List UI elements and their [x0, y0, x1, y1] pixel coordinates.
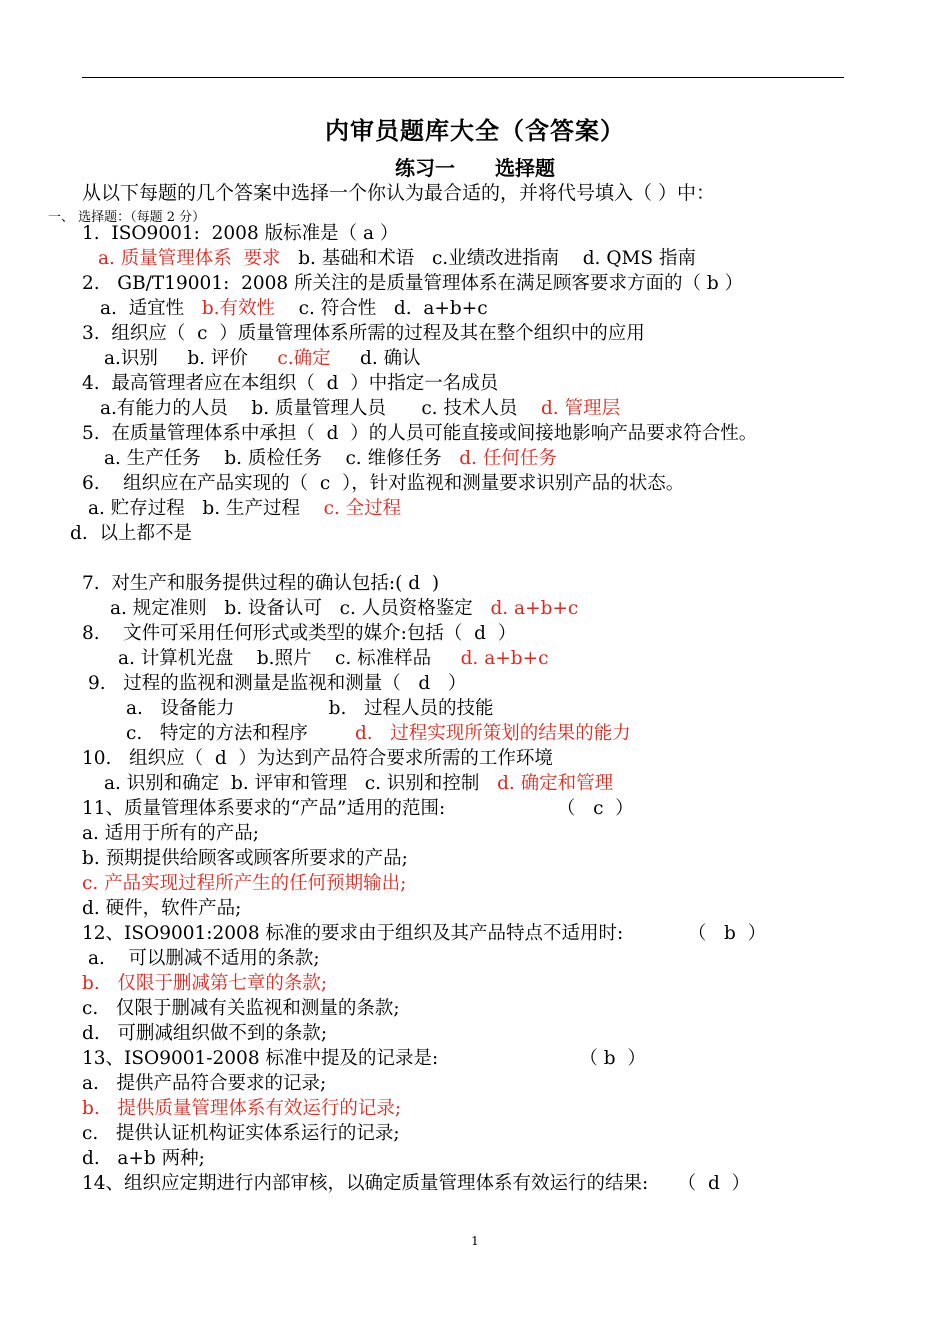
text-line [82, 747, 553, 771]
line-text: b. 预期提供给顾客或顾客所要求的产品; [82, 848, 408, 869]
text-line [110, 597, 578, 621]
text-line [98, 247, 696, 271]
text-line [82, 572, 439, 596]
answer-text: a. 质量管理体系 要求 [98, 248, 281, 269]
line-text: d. 确认 [330, 348, 421, 369]
text-line [70, 522, 192, 546]
answer-text: d. a+b+c [460, 648, 549, 669]
text-line [82, 847, 408, 871]
line-text: a. 计算机光盘 b.照片 c. 标准样品 [118, 648, 461, 669]
answer-text: c. 产品实现过程所产生的任何预期输出; [82, 873, 407, 894]
line-text: a. 可以删减不适用的条款; [88, 948, 320, 969]
text-line [88, 672, 466, 696]
subtitle-part-a: 练习一 [395, 156, 455, 180]
line-text: 14、组织应定期进行内部审核，以确定质量管理体系有效运行的结果: （ d ） [82, 1173, 751, 1194]
text-line [82, 1122, 400, 1146]
answer-text: b.有效性 [201, 298, 276, 319]
line-text: 13、ISO9001-2008 标准中提及的记录是: （ b ） [82, 1048, 646, 1069]
line-text: a. 设备能力 b. 过程人员的技能 [126, 698, 494, 719]
text-line [82, 472, 684, 496]
text-line [82, 622, 516, 646]
answer-text: b. 仅限于删减第七章的条款; [82, 973, 328, 994]
text-line [82, 322, 645, 346]
line-text: a.有能力的人员 b. 质量管理人员 c. 技术人员 [100, 398, 541, 419]
line-text: d. 硬件，软件产品; [82, 898, 242, 919]
line-text: 3. 组织应（ c ）质量管理体系所需的过程及其在整个组织中的应用 [82, 323, 645, 344]
line-text: 6. 组织应在产品实现的（ c ），针对监视和测量要求识别产品的状态。 [82, 473, 685, 494]
text-line [82, 222, 398, 246]
text-line [82, 822, 259, 846]
text-line [82, 422, 757, 446]
line-text: c. 特定的方法和程序 [126, 723, 355, 744]
line-text: 11、质量管理体系要求的“产品”适用的范围: （ c ） [82, 798, 634, 819]
header-rule [82, 77, 844, 78]
line-text: 5. 在质量管理体系中承担（ d ）的人员可能直接或间接地影响产品要求符合性。 [82, 423, 758, 444]
text-line [82, 1022, 327, 1046]
text-line [100, 397, 620, 421]
line-text: a. 提供产品符合要求的记录; [82, 1073, 327, 1094]
page-number: 1 [471, 1234, 479, 1248]
doc-title: 内审员题库大全（含答案） [325, 116, 625, 145]
answer-text: c.确定 [277, 348, 331, 369]
text-line [82, 897, 241, 921]
line-text: 2. GB/T19001: 2008 所关注的是质量管理体系在满足顾客要求方面的（ b ） [82, 273, 744, 294]
line-text: 8. 文件可采用任何形式或类型的媒介:包括（ d ） [82, 623, 517, 644]
text-line [126, 722, 631, 746]
line-text: 10. 组织应（ d ）为达到产品符合要求所需的工作环境 [82, 748, 553, 769]
line-text: a. 适用于所有的产品; [82, 823, 260, 844]
text-line [82, 1147, 205, 1171]
text-line [126, 697, 494, 721]
text-line [82, 1172, 750, 1196]
text-line [82, 372, 498, 396]
answer-text: d. 管理层 [540, 398, 621, 419]
section-heading: 一、 选择题：（每题 2 分） [48, 210, 206, 225]
line-text: d. a+b 两种; [82, 1148, 205, 1169]
line-text: 1. ISO9001: 2008 版标准是（ a ） [82, 223, 399, 244]
line-text: 12、ISO9001:2008 标准的要求由于组织及其产品特点不适用时: （ b ） [82, 923, 767, 944]
text-line [82, 922, 766, 946]
line-text: a. 识别和确定 b. 评审和管理 c. 识别和控制 [104, 773, 498, 794]
text-line [118, 647, 548, 671]
text-line [82, 997, 400, 1021]
line-text: c. 仅限于删减有关监视和测量的条款; [82, 998, 400, 1019]
text-line [88, 947, 320, 971]
line-text: b. 基础和术语 c.业绩改进指南 d. QMS 指南 [280, 248, 696, 269]
answer-text: d. 过程实现所策划的结果的能力 [354, 723, 631, 744]
text-line [82, 972, 327, 996]
line-text: a. 贮存过程 b. 生产过程 [88, 498, 324, 519]
subtitle-part-b: 选择题 [495, 156, 555, 180]
line-text: 9. 过程的监视和测量是监视和测量（ d ） [88, 673, 467, 694]
text-line [82, 797, 634, 821]
answer-text: d. 确定和管理 [497, 773, 614, 794]
text-line [100, 297, 488, 321]
text-line [82, 1097, 401, 1121]
answer-text: d. 任何任务 [459, 448, 557, 469]
line-text: d. 可删减组织做不到的条款; [82, 1023, 328, 1044]
text-line [88, 497, 401, 521]
doc-subtitle [0, 152, 950, 181]
line-text: 4. 最高管理者应在本组织（ d ）中指定一名成员 [82, 373, 499, 394]
line-text: c. 符合性 d. a+b+c [275, 298, 488, 319]
line-text: a. 适宜性 [100, 298, 202, 319]
answer-text: c. 全过程 [323, 498, 402, 519]
text-line [82, 1072, 326, 1096]
answer-text: d. a+b+c [490, 598, 579, 619]
instructions: 从以下每题的几个答案中选择一个你认为最合适的，并将代号填入（ ）中： [82, 182, 716, 204]
text-line [104, 447, 557, 471]
text-line [104, 772, 613, 796]
text-line [82, 872, 406, 896]
text-line [104, 347, 421, 371]
text-line [82, 1047, 646, 1071]
line-text: c. 提供认证机构证实体系运行的记录; [82, 1123, 400, 1144]
line-text: 7. 对生产和服务提供过程的确认包括:( d ) [82, 573, 440, 594]
answer-text: b. 提供质量管理体系有效运行的记录; [82, 1098, 402, 1119]
line-text: a. 生产任务 b. 质检任务 c. 维修任务 [104, 448, 460, 469]
text-line [82, 272, 743, 296]
line-text: d. 以上都不是 [70, 523, 192, 544]
line-text: a. 规定准则 b. 设备认可 c. 人员资格鉴定 [110, 598, 491, 619]
line-text: a.识别 b. 评价 [104, 348, 278, 369]
